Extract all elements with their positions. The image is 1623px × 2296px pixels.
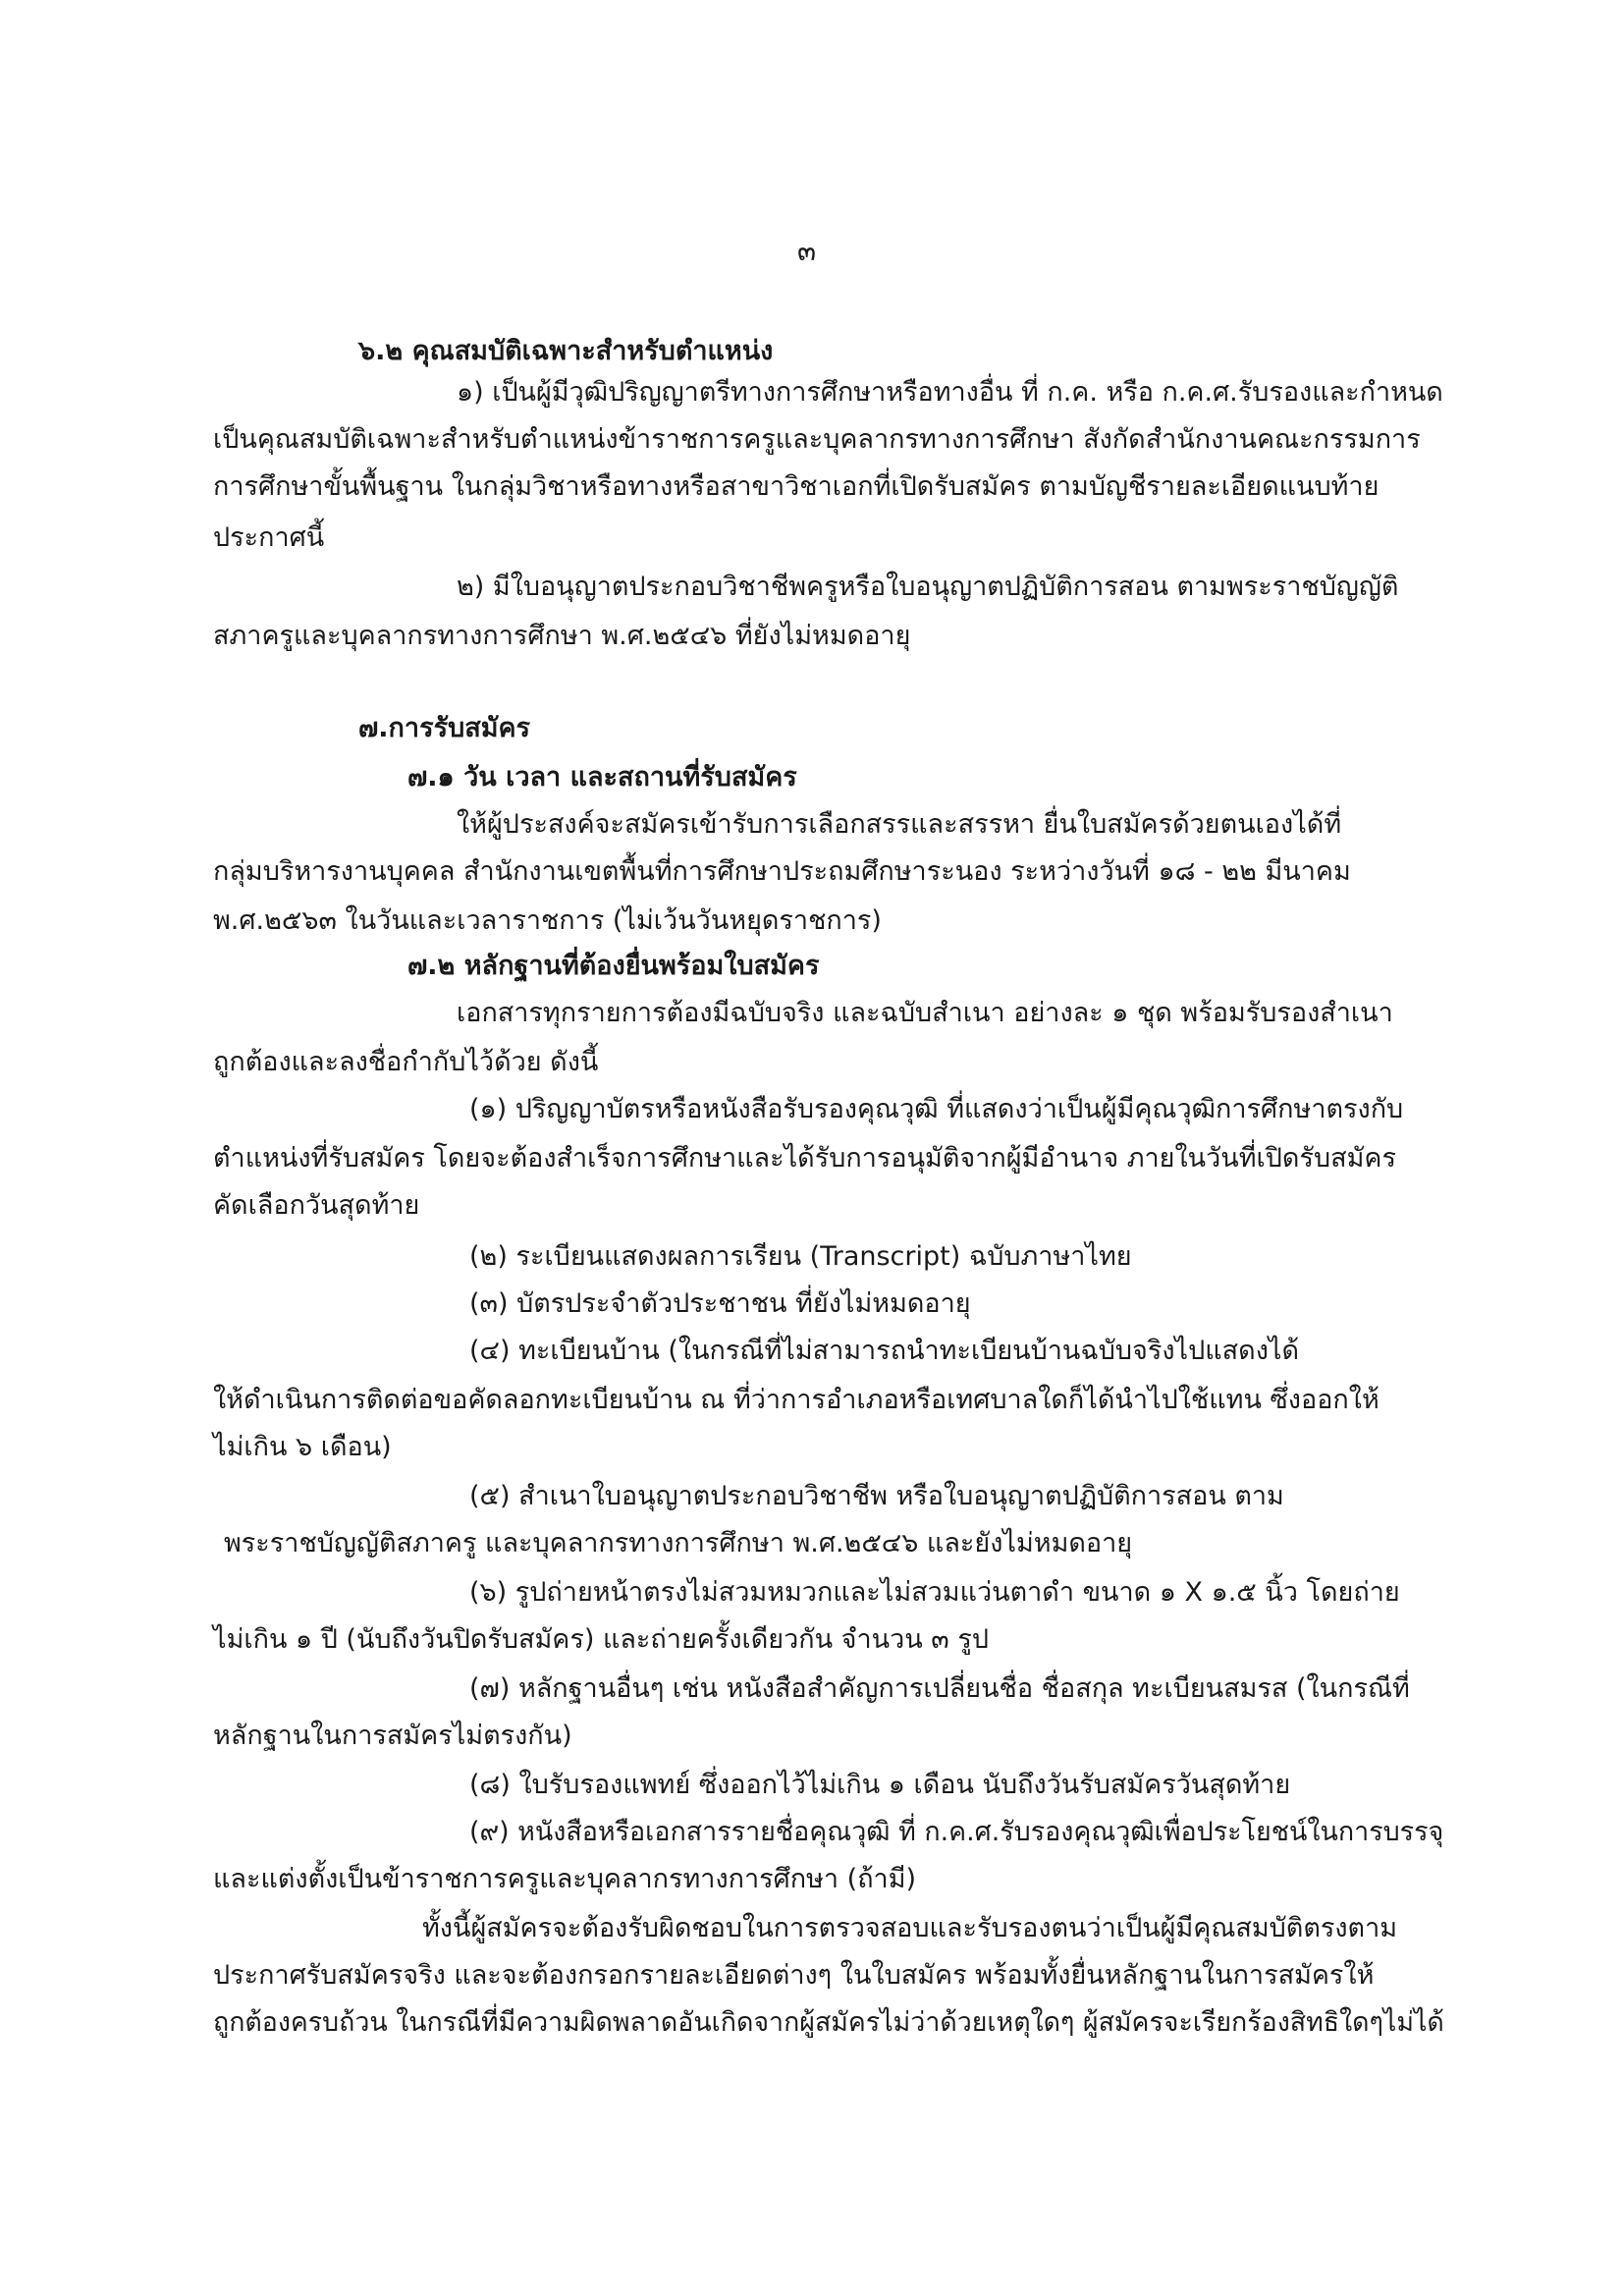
document-4-line: ให้ดำเนินการติดต่อขอคัดลอกทะเบียนบ้าน ณ ที่ว่าการอำเภอหรือเทศบาลใดก็ได้นำไปใช้แทน ซึ่งออกให้ <box>213 1385 1380 1415</box>
document-7-line: หลักฐานในการสมัครไม่ตรงกัน) <box>213 1721 572 1751</box>
subsection-7-2-heading: ๗.๒ หลักฐานที่ต้องยื่นพร้อมใบสมัคร <box>407 951 820 981</box>
item-1-line: ๑) เป็นผู้มีวุฒิปริญญาตรีทางการศึกษาหรือทางอื่น ที่ ก.ค. หรือ ก.ค.ศ.รับรองและกำหนด <box>457 377 1443 408</box>
document-6-line: (๖) รูปถ่ายหน้าตรงไม่สวมหมวกและไม่สวมแว่นตาดำ ขนาด ๑ X ๑.๕ นิ้ว โดยถ่าย <box>469 1577 1400 1608</box>
document-5-line: พระราชบัญญัติสภาครู และบุคลากรทางการศึกษา พ.ศ.๒๕๔๖ และยังไม่หมดอายุ <box>224 1528 1133 1558</box>
document-3: (๓) บัตรประจำตัวประชาชน ที่ยังไม่หมดอายุ <box>469 1288 971 1319</box>
item-2-line: สภาครูและบุคลากรทางการศึกษา พ.ศ.๒๕๔๖ ที่ยังไม่หมดอายุ <box>213 621 911 651</box>
subsection-7-1-line: ให้ผู้ประสงค์จะสมัครเข้ารับการเลือกสรรและสรรหา ยื่นใบสมัครด้วยตนเองได้ที่ <box>457 809 1342 840</box>
subsection-7-1-heading: ๗.๑ วัน เวลา และสถานที่รับสมัคร <box>407 762 797 793</box>
closing-line: ทั้งนี้ผู้สมัครจะต้องรับผิดชอบในการตรวจสอบและรับรองตนว่าเป็นผู้มีคุณสมบัติตรงตาม <box>422 1913 1398 1943</box>
document-1-line: ตำแหน่งที่รับสมัคร โดยจะต้องสำเร็จการศึกษาและได้รับการอนุมัติจากผู้มีอำนาจ ภายในวันที่เปิดรับสมัคร <box>213 1143 1396 1174</box>
document-4-line: (๔) ทะเบียนบ้าน (ในกรณีที่ไม่สามารถนำทะเบียนบ้านฉบับจริงไปแสดงได้ <box>469 1336 1299 1366</box>
document-4-line: ไม่เกิน ๖ เดือน) <box>213 1432 392 1462</box>
document-2: (๒) ระเบียนแสดงผลการเรียน (Transcript) ฉบับภาษาไทย <box>469 1241 1132 1272</box>
item-1-line: ประกาศนี้ <box>213 522 325 553</box>
document-1-line: (๑) ปริญญาบัตรหรือหนังสือรับรองคุณวุฒิ ที่แสดงว่าเป็นผู้มีคุณวุฒิการศึกษาตรงกับ <box>469 1094 1404 1124</box>
section-6-2-heading: ๖.๒ คุณสมบัติเฉพาะสำหรับตำแหน่ง <box>358 336 774 366</box>
document-7-line: (๗) หลักฐานอื่นๆ เช่น หนังสือสำคัญการเปลี่ยนชื่อ ชื่อสกุล ทะเบียนสมรส (ในกรณีที่ <box>469 1673 1410 1704</box>
item-1-line: เป็นคุณสมบัติเฉพาะสำหรับตำแหน่งข้าราชการครูและบุคลากรทางการศึกษา สังกัดสำนักงานคณะกรรมการ <box>213 424 1421 455</box>
section-7-heading: ๗.การรับสมัคร <box>358 713 531 743</box>
item-1-line: การศึกษาขั้นพื้นฐาน ในกลุ่มวิชาหรือทางหรือสาขาวิชาเอกที่เปิดรับสมัคร ตามบัญชีรายละเอียดแนบท้าย <box>213 471 1380 502</box>
document-9-line: และแต่งตั้งเป็นข้าราชการครูและบุคลากรทางการศึกษา (ถ้ามี) <box>213 1864 917 1894</box>
closing-line: ประกาศรับสมัครจริง และจะต้องกรอกรายละเอียดต่างๆ ในใบสมัคร พร้อมทั้งยื่นหลักฐานในการสมัครให้ <box>213 1960 1375 1991</box>
page-number: ๓ <box>797 235 817 267</box>
document-5-line: (๕) สำเนาใบอนุญาตประกอบวิชาชีพ หรือใบอนุญาตปฏิบัติการสอน ตาม <box>469 1481 1284 1511</box>
document-8: (๘) ใบรับรองแพทย์ ซึ่งออกไว้ไม่เกิน ๑ เดือน นับถึงวันรับสมัครวันสุดท้าย <box>469 1770 1291 1800</box>
item-2-line: ๒) มีใบอนุญาตประกอบวิชาชีพครูหรือใบอนุญาตปฏิบัติการสอน ตามพระราชบัญญัติ <box>457 572 1399 602</box>
subsection-7-2-intro-line: ถูกต้องและลงชื่อกำกับไว้ด้วย ดังนี้ <box>213 1047 599 1077</box>
subsection-7-1-line: พ.ศ.๒๕๖๓ ในวันและเวลาราชการ (ไม่เว้นวันหยุดราชการ) <box>213 905 882 936</box>
subsection-7-1-line: กลุ่มบริหารงานบุคคล สำนักงานเขตพื้นที่การศึกษาประถมศึกษาระนอง ระหว่างวันที่ ๑๘ - ๒๒ มีนาคม <box>213 856 1351 887</box>
document-1-line: คัดเลือกวันสุดท้าย <box>213 1190 420 1221</box>
document-9-line: (๙) หนังสือหรือเอกสารรายชื่อคุณวุฒิ ที่ ก.ค.ศ.รับรองคุณวุฒิเพื่อประโยชน์ในการบรรจุ <box>469 1817 1444 1847</box>
closing-line: ถูกต้องครบถ้วน ในกรณีที่มีความผิดพลาดอันเกิดจากผู้สมัครไม่ว่าด้วยเหตุใดๆ ผู้สมัครจะเรียกร้องสิทธิใดๆไม่ได้ <box>213 2007 1444 2038</box>
document-6-line: ไม่เกิน ๑ ปี (นับถึงวันปิดรับสมัคร) และถ่ายครั้งเดียวกัน จำนวน ๓ รูป <box>213 1624 989 1655</box>
subsection-7-2-intro-line: เอกสารทุกรายการต้องมีฉบับจริง และฉบับสำเนา อย่างละ ๑ ชุด พร้อมรับรองสำเนา <box>457 998 1393 1028</box>
